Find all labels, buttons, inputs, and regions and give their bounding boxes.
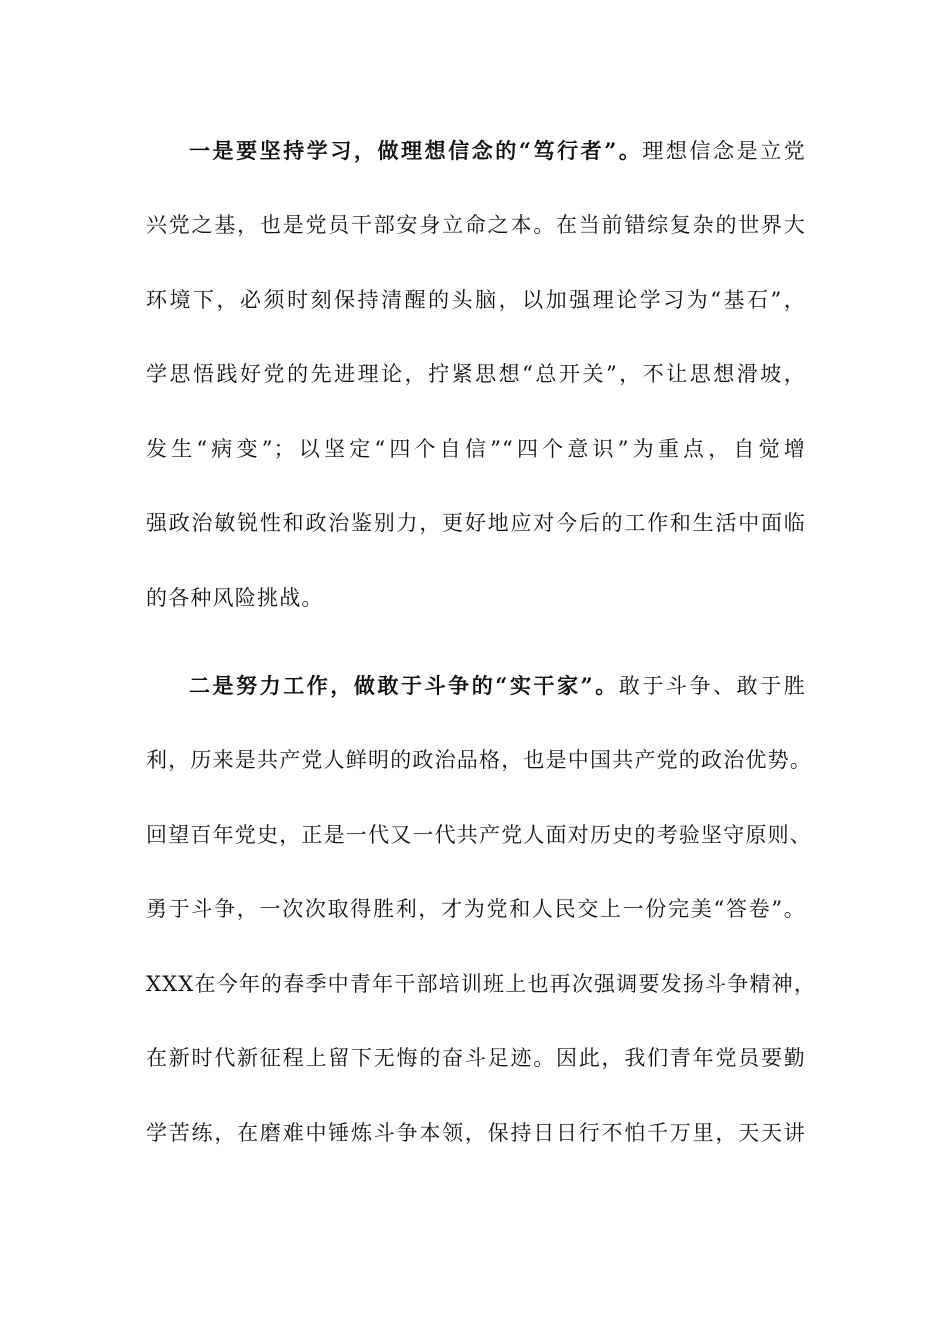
paragraph-1-line-2: 兴党之基，也是党员干部安身立命之本。在当前错综复杂的世界大 (146, 213, 806, 237)
paragraph-2-line-1 (189, 666, 806, 706)
paragraph-2-line-7: 学苦练，在磨难中锤炼斗争本领，保持日日行不怕千万里，天天讲 (146, 1121, 806, 1145)
paragraph-2-line-6: 在新时代新征程上留下无悔的奋斗足迹。因此，我们青年党员要勤 (146, 1046, 806, 1070)
paragraph-1-heading: 一是要坚持学习，做理想信念的“笃行者”。 (189, 138, 643, 163)
paragraph-1-line-5: 发生“病变”；以坚定“四个自信”“四个意识”为重点，自觉增 (146, 437, 806, 461)
paragraph-2-text: 敢于斗争、敢于胜 (618, 674, 806, 698)
paragraph-2-line-5: XXX在今年的春季中青年干部培训班上也再次强调要发扬斗争精神， (146, 972, 817, 996)
paragraph-2-line-2: 利，历来是共产党人鲜明的政治品格，也是中国共产党的政治优势。 (146, 748, 812, 772)
paragraph-1-line-6: 强政治敏锐性和政治鉴别力，更好地应对今后的工作和生活中面临 (146, 511, 806, 535)
paragraph-1-line-1 (189, 131, 806, 171)
paragraph-1-line-3: 环境下，必须时刻保持清醒的头脑，以加强理论学习为“基石”， (146, 288, 806, 312)
paragraph-2-line-4: 勇于斗争，一次次取得胜利，才为党和人民交上一份完美“答卷”。 (146, 897, 806, 921)
paragraph-1-line-7: 的各种风险挑战。 (146, 586, 324, 610)
paragraph-2-line-3: 回望百年党史，正是一代又一代共产党人面对历史的考验坚守原则、 (146, 823, 812, 847)
paragraph-2-heading: 二是努力工作，做敢于斗争的“实干家”。 (189, 673, 619, 698)
paragraph-1-line-4: 学思悟践好党的先进理论，拧紧思想“总开关”，不让思想滑坡， (146, 362, 806, 386)
paragraph-1-text: 理想信念是立党 (642, 139, 806, 163)
